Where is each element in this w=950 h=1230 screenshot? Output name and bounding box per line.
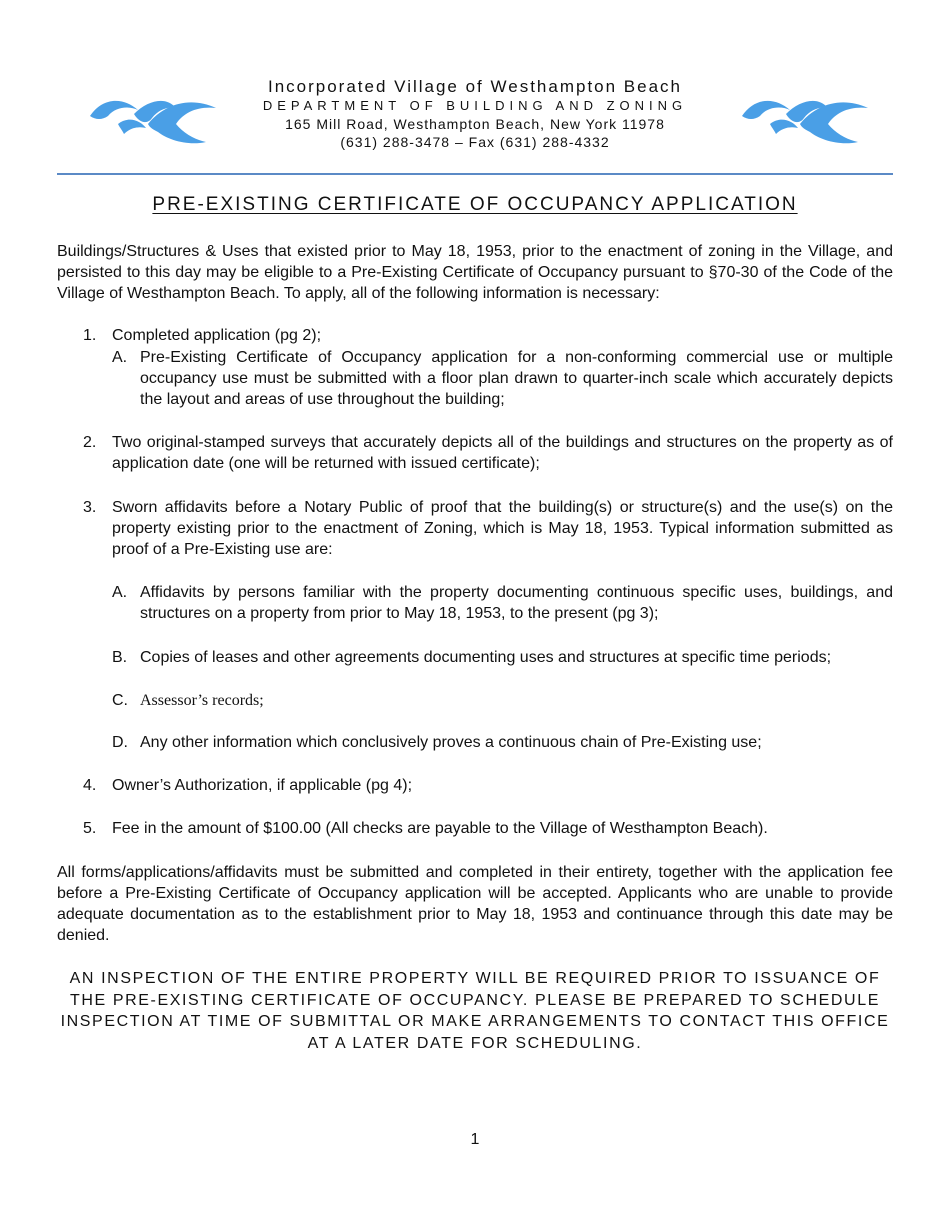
village-name: Incorporated Village of Westhampton Beach [267,77,683,96]
office-address: 165 Mill Road, Westhampton Beach, New York 11978 [285,116,665,132]
intro-paragraph: Buildings/Structures & Uses that existed prior to May 18, 1953, prior to the enactment of zoning in the Village, and persisted to this day may be eligible to a Pre-Existing Certificate of Occupancy pursuant to §70-30 of the Code of the Village of Westhampton Beach. To apply, all of the following information is necessary: [57,243,893,302]
inspection-notice: AN INSPECTION OF THE ENTIRE PROPERTY WILL BE REQUIRED PRIOR TO ISSUANCE OF THE PRE-EXISTING CERTIFICATE OF OCCUPANCY. PLEASE BE PREPARED TO SCHEDULE INSPECTION AT TIME OF SUBMITTAL OR MAKE ARRANGEMENTS TO CONTACT THIS OFFICE AT A LATER DATE FOR SCHEDULING. [60,970,890,1052]
office-phone: (631) 288-3478 – Fax (631) 288-4332 [340,134,610,150]
list-subitem-letter: D. [112,734,128,751]
list-item-text: Completed application (pg 2); [112,327,322,344]
list-item-text: Two original-stamped surveys that accurately depicts all of the buildings and structures on the property as of application date (one will be returned with issued certificate); [112,434,893,472]
seagull-wave-logo-icon [88,94,218,150]
list-subitem-text: Any other information which conclusively proves a continuous chain of Pre-Existing use; [140,734,762,751]
list-item-text: Owner’s Authorization, if applicable (pg 4); [112,777,413,794]
list-subitem-text: Pre-Existing Certificate of Occupancy application for a non-conforming commercial use or multiple occupancy use must be submitted with a floor plan drawn to quarter-inch scale which accurately depicts the layout and areas of use throughout the building; [140,349,893,408]
list-item-number: 5. [83,820,97,837]
list-item-number: 4. [83,777,97,794]
list-item-text: Sworn affidavits before a Notary Public of proof that the building(s) or structure(s) and the use(s) on the property existing prior to the enactment of Zoning, which is May 18, 1953. Typical information submitted as proof of a Pre-Existing use are: [112,499,893,558]
list-item-number: 2. [83,434,97,451]
department-name: DEPARTMENT OF BUILDING AND ZONING [262,98,688,113]
closing-paragraph: All forms/applications/affidavits must be submitted and completed in their entirety, together with the application fee before a Pre-Existing Certificate of Occupancy application will be accepted. Applicants who are unable to provide adequate documentation as to the establishment prior to May 18, 1953 and continuance through this date may be denied. [57,864,893,944]
page-title: PRE-EXISTING CERTIFICATE OF OCCUPANCY APPLICATION [152,194,798,215]
seagull-wave-logo-icon [740,94,870,150]
list-subitem-text: Copies of leases and other agreements documenting uses and structures at specific time periods; [140,649,832,666]
list-item-text: Fee in the amount of $100.00 (All checks are payable to the Village of Westhampton Beach). [112,820,768,837]
header-divider [57,173,893,175]
page-number: 1 [470,1131,480,1148]
list-subitem-text: Assessor’s records; [140,692,264,709]
list-subitem-text: Affidavits by persons familiar with the property documenting continuous specific uses, buildings, and structures on a property from prior to May 18, 1953, to the present (pg 3); [140,584,893,622]
list-item-number: 3. [83,499,97,516]
list-subitem-letter: C. [112,692,128,709]
list-subitem-letter: B. [112,649,128,666]
letterhead [200,76,750,151]
list-subitem-letter: A. [112,584,128,601]
list-subitem-letter: A. [112,349,128,366]
list-item-number: 1. [83,327,97,344]
